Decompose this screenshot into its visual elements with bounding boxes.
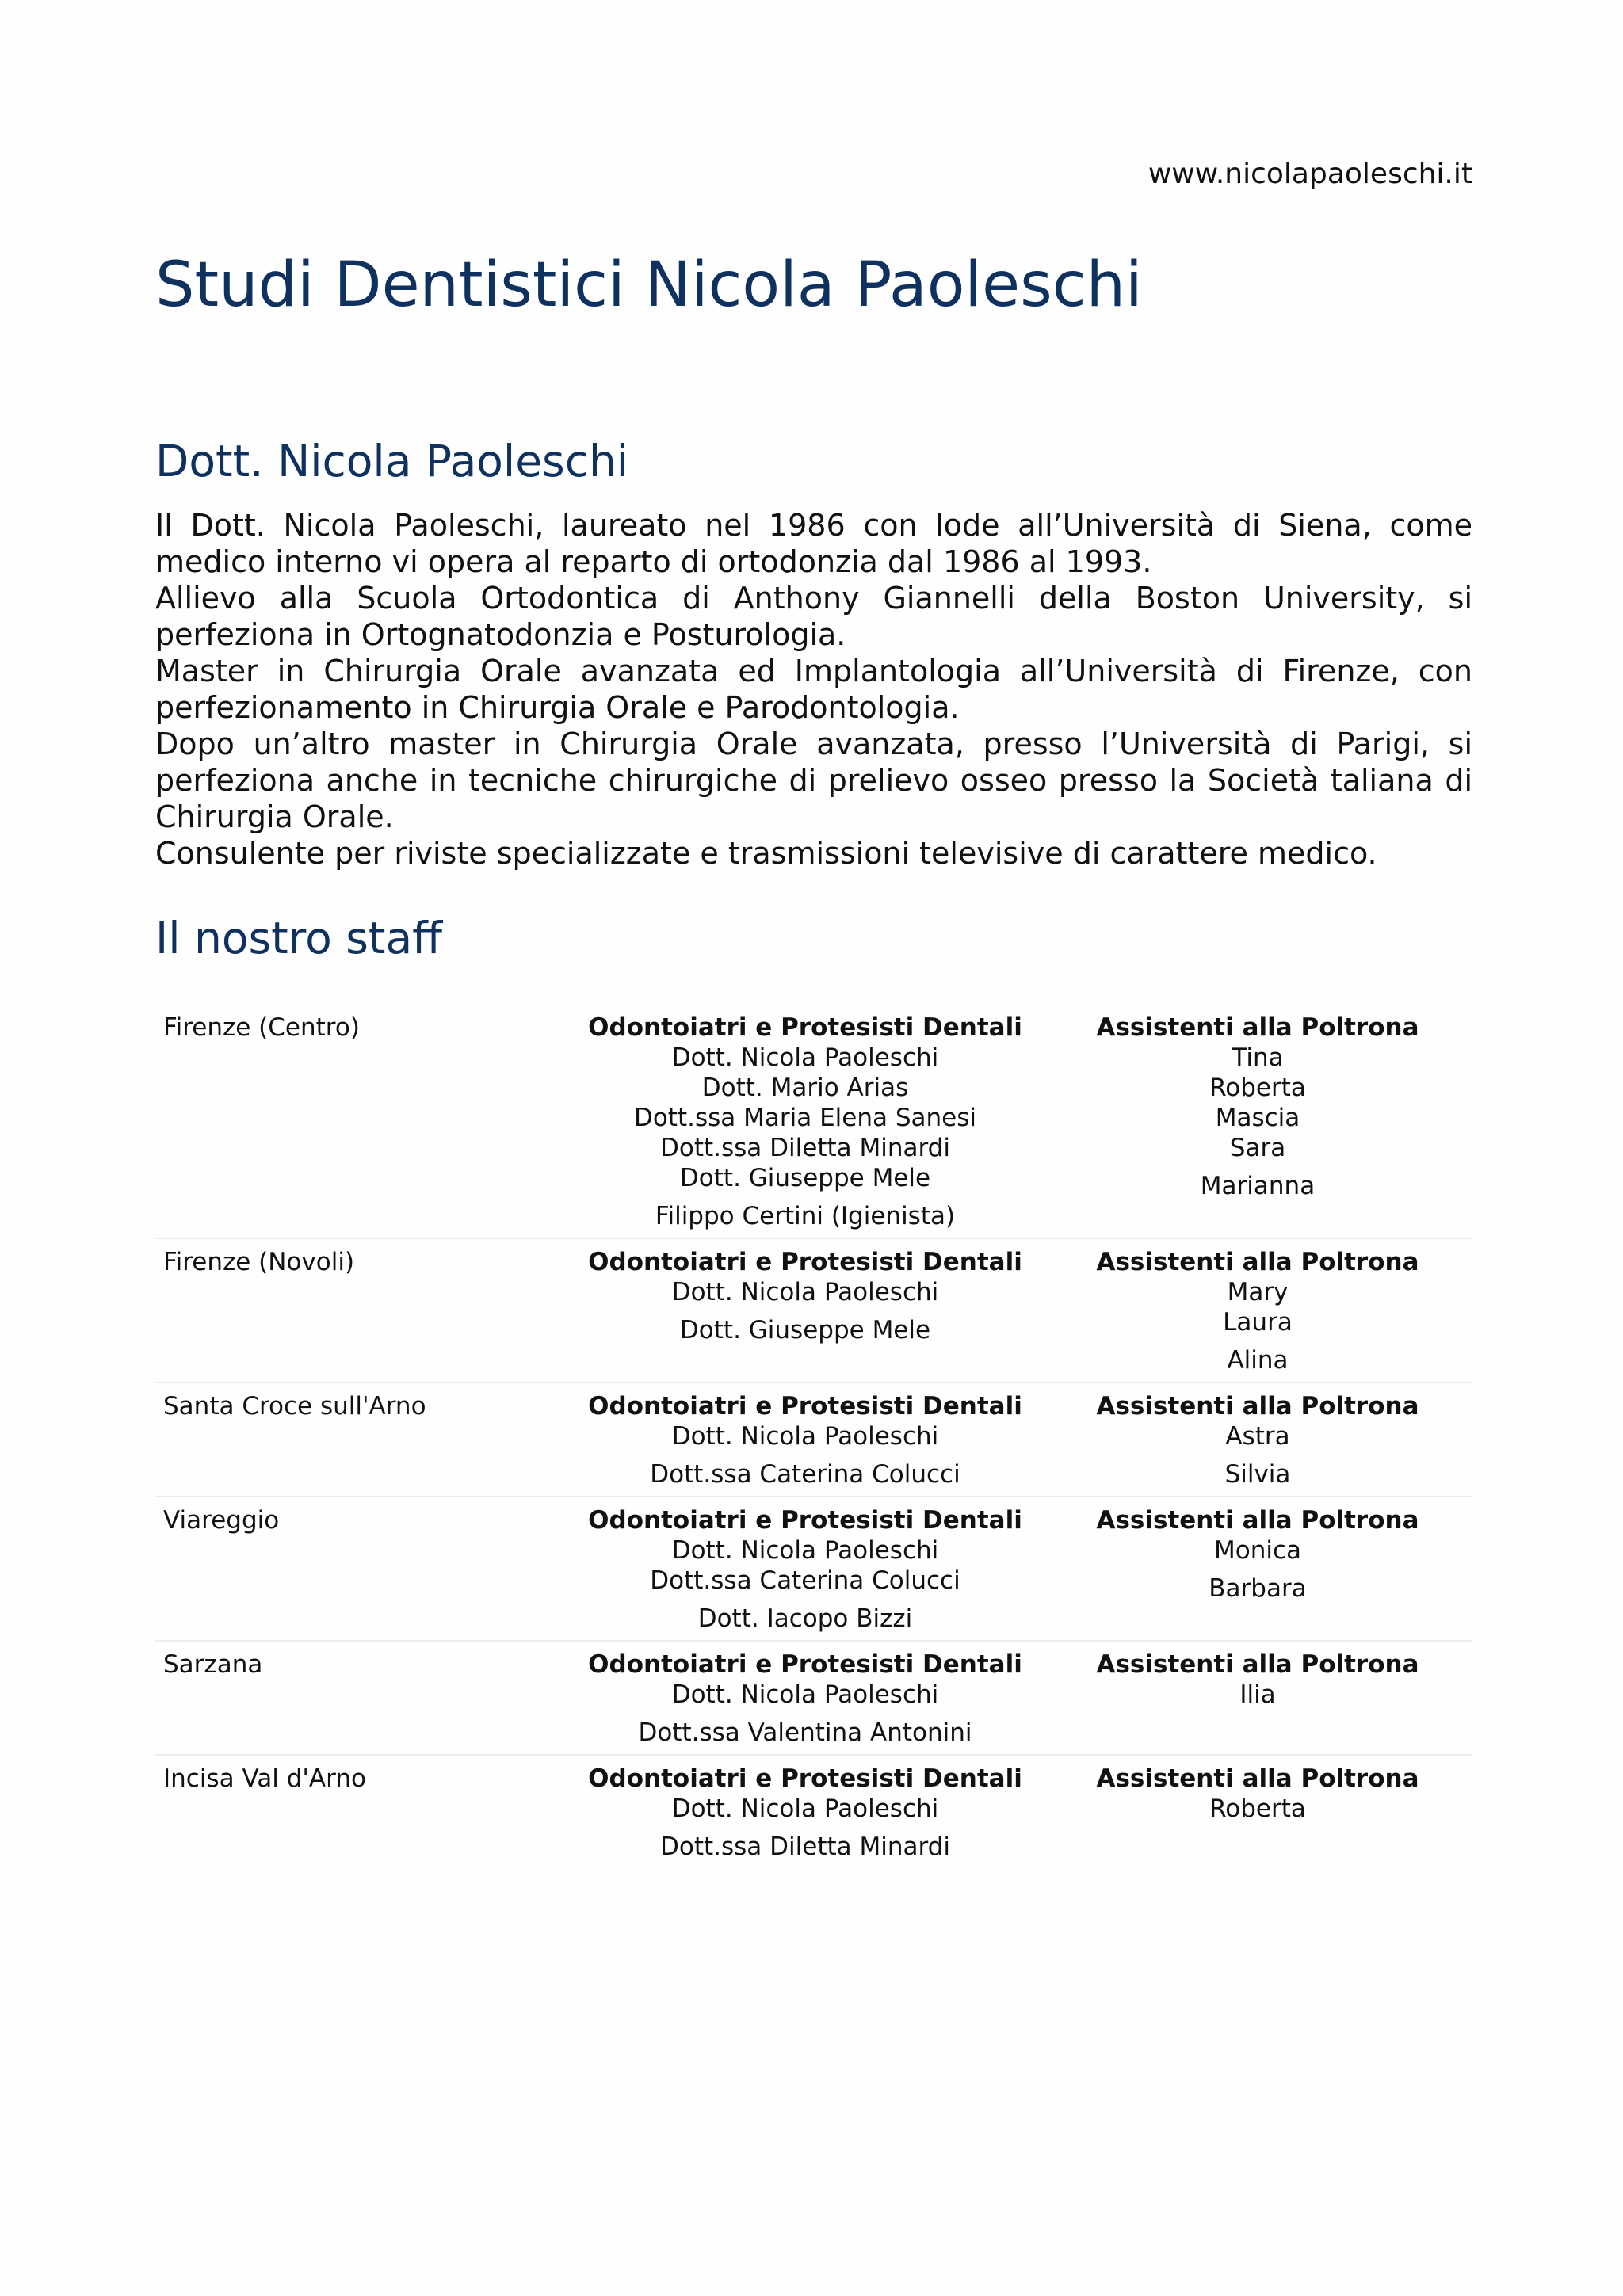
bio-paragraph: Master in Chirurgia Orale avanzata ed Implantologia all’Università di Firenze, con perfezionamento in Chirurgia Orale e Parodontologia. <box>155 654 1472 725</box>
dentist-name: Dott. Giuseppe Mele <box>679 1316 931 1344</box>
assistants-cell <box>1043 1238 1472 1383</box>
assistants-list <box>1043 1421 1472 1489</box>
dentists-list <box>567 1277 1043 1345</box>
staff-location-row <box>155 1005 1472 1238</box>
staff-location-row <box>155 1383 1472 1497</box>
location-name: Sarzana <box>163 1650 263 1679</box>
dentist-name: Dott. Iacopo Bizzi <box>697 1604 913 1633</box>
dentists-column-title: Odontoiatri e Protesisti Dentali <box>588 1506 1022 1535</box>
bio-paragraph: Il Dott. Nicola Paoleschi, laureato nel 1986 con lode all’Università di Siena, come medico interno vi opera al reparto di ortodonzia dal 1986 al 1993. <box>155 508 1472 579</box>
assistants-cell <box>1043 1641 1472 1755</box>
assistant-name: Monica <box>1213 1536 1301 1565</box>
dentists-cell <box>567 1497 1043 1641</box>
dentists-column-title: Odontoiatri e Protesisti Dentali <box>588 1650 1022 1679</box>
assistant-name: Sara <box>1229 1134 1286 1162</box>
dentist-name: Dott. Nicola Paoleschi <box>671 1794 939 1823</box>
dentist-name: Dott.ssa Diletta Minardi <box>660 1134 950 1162</box>
assistants-column-title: Assistenti alla Poltrona <box>1096 1013 1419 1042</box>
assistants-cell <box>1043 1497 1472 1641</box>
assistant-name: Mascia <box>1215 1104 1300 1132</box>
dentist-name: Dott. Nicola Paoleschi <box>671 1422 939 1451</box>
dentists-cell <box>567 1238 1043 1383</box>
dentist-name: Dott.ssa Caterina Colucci <box>650 1460 960 1489</box>
assistants-list <box>1043 1680 1472 1710</box>
dentists-column-title: Odontoiatri e Protesisti Dentali <box>588 1248 1022 1276</box>
dentists-list <box>567 1794 1043 1862</box>
assistants-column-title: Assistenti alla Poltrona <box>1096 1248 1419 1276</box>
dentists-cell <box>567 1641 1043 1755</box>
assistant-name: Ilia <box>1239 1680 1276 1709</box>
dentists-list <box>567 1043 1043 1231</box>
bio-paragraph: Allievo alla Scuola Ortodontica di Anthony Giannelli della Boston University, si perfeziona in Ortognatodonzia e Posturologia. <box>155 581 1472 652</box>
staff-section-heading: Il nostro staff <box>155 913 443 963</box>
assistant-name: Alina <box>1227 1346 1289 1375</box>
assistants-list <box>1043 1535 1472 1604</box>
assistants-cell <box>1043 1383 1472 1497</box>
location-name: Firenze (Novoli) <box>163 1248 355 1276</box>
dentists-column-title: Odontoiatri e Protesisti Dentali <box>588 1764 1022 1793</box>
location-name: Viareggio <box>163 1506 280 1535</box>
assistant-name: Laura <box>1223 1308 1293 1337</box>
dentist-name: Dott. Mario Arias <box>701 1074 909 1102</box>
bio-paragraph: Consulente per riviste specializzate e trasmissioni televisive di carattere medico. <box>155 836 1377 871</box>
staff-location-row <box>155 1238 1472 1383</box>
doctor-biography <box>155 507 1472 871</box>
dentist-name: Filippo Certini (Igienista) <box>655 1202 956 1230</box>
assistant-name: Barbara <box>1209 1574 1307 1603</box>
dentist-name: Dott. Nicola Paoleschi <box>671 1278 939 1306</box>
assistants-column-title: Assistenti alla Poltrona <box>1096 1392 1419 1421</box>
dentists-list <box>567 1421 1043 1489</box>
site-url-link[interactable]: www.nicolapaoleschi.it <box>1148 158 1472 190</box>
location-name: Firenze (Centro) <box>163 1013 360 1042</box>
assistant-name: Mary <box>1227 1278 1289 1306</box>
assistants-list <box>1043 1794 1472 1824</box>
staff-table-body <box>155 1005 1472 1868</box>
dentists-cell <box>567 1755 1043 1868</box>
assistants-column-title: Assistenti alla Poltrona <box>1096 1506 1419 1535</box>
assistant-name: Marianna <box>1200 1172 1316 1200</box>
assistant-name: Silvia <box>1224 1460 1291 1489</box>
dentist-name: Dott.ssa Diletta Minardi <box>660 1833 950 1861</box>
dentists-cell <box>567 1005 1043 1238</box>
dentists-list <box>567 1535 1043 1634</box>
dentist-name: Dott. Nicola Paoleschi <box>671 1043 939 1072</box>
staff-table <box>155 1005 1472 1868</box>
assistants-list <box>1043 1043 1472 1201</box>
dentists-column-title: Odontoiatri e Protesisti Dentali <box>588 1392 1022 1421</box>
staff-location-row <box>155 1641 1472 1755</box>
location-name: Santa Croce sull'Arno <box>163 1392 426 1421</box>
location-name: Incisa Val d'Arno <box>163 1764 366 1793</box>
page-title: Studi Dentistici Nicola Paoleschi <box>155 250 1143 321</box>
bio-paragraph: Dopo un’altro master in Chirurgia Orale avanzata, presso l’Università di Parigi, si perfeziona anche in tecniche chirurgiche di prelievo osseo presso la Società taliana di Chirurgia Orale. <box>155 727 1472 834</box>
dentist-name: Dott. Giuseppe Mele <box>679 1164 931 1192</box>
assistants-column-title: Assistenti alla Poltrona <box>1096 1764 1419 1793</box>
assistant-name: Tina <box>1232 1043 1284 1072</box>
dentists-column-title: Odontoiatri e Protesisti Dentali <box>588 1013 1022 1042</box>
assistants-list <box>1043 1277 1472 1375</box>
staff-location-row <box>155 1497 1472 1641</box>
dentists-list <box>567 1680 1043 1748</box>
dentists-cell <box>567 1383 1043 1497</box>
dentist-name: Dott.ssa Valentina Antonini <box>638 1718 972 1747</box>
assistants-column-title: Assistenti alla Poltrona <box>1096 1650 1419 1679</box>
assistant-name: Roberta <box>1209 1074 1306 1102</box>
assistants-cell <box>1043 1005 1472 1238</box>
assistant-name: Astra <box>1225 1422 1290 1451</box>
dentist-name: Dott.ssa Caterina Colucci <box>650 1566 960 1595</box>
dentist-name: Dott. Nicola Paoleschi <box>671 1536 939 1565</box>
staff-location-row <box>155 1755 1472 1868</box>
assistant-name: Roberta <box>1209 1794 1306 1823</box>
doctor-section-heading: Dott. Nicola Paoleschi <box>155 436 629 486</box>
dentist-name: Dott.ssa Maria Elena Sanesi <box>633 1104 977 1132</box>
dentist-name: Dott. Nicola Paoleschi <box>671 1680 939 1709</box>
assistants-cell <box>1043 1755 1472 1868</box>
